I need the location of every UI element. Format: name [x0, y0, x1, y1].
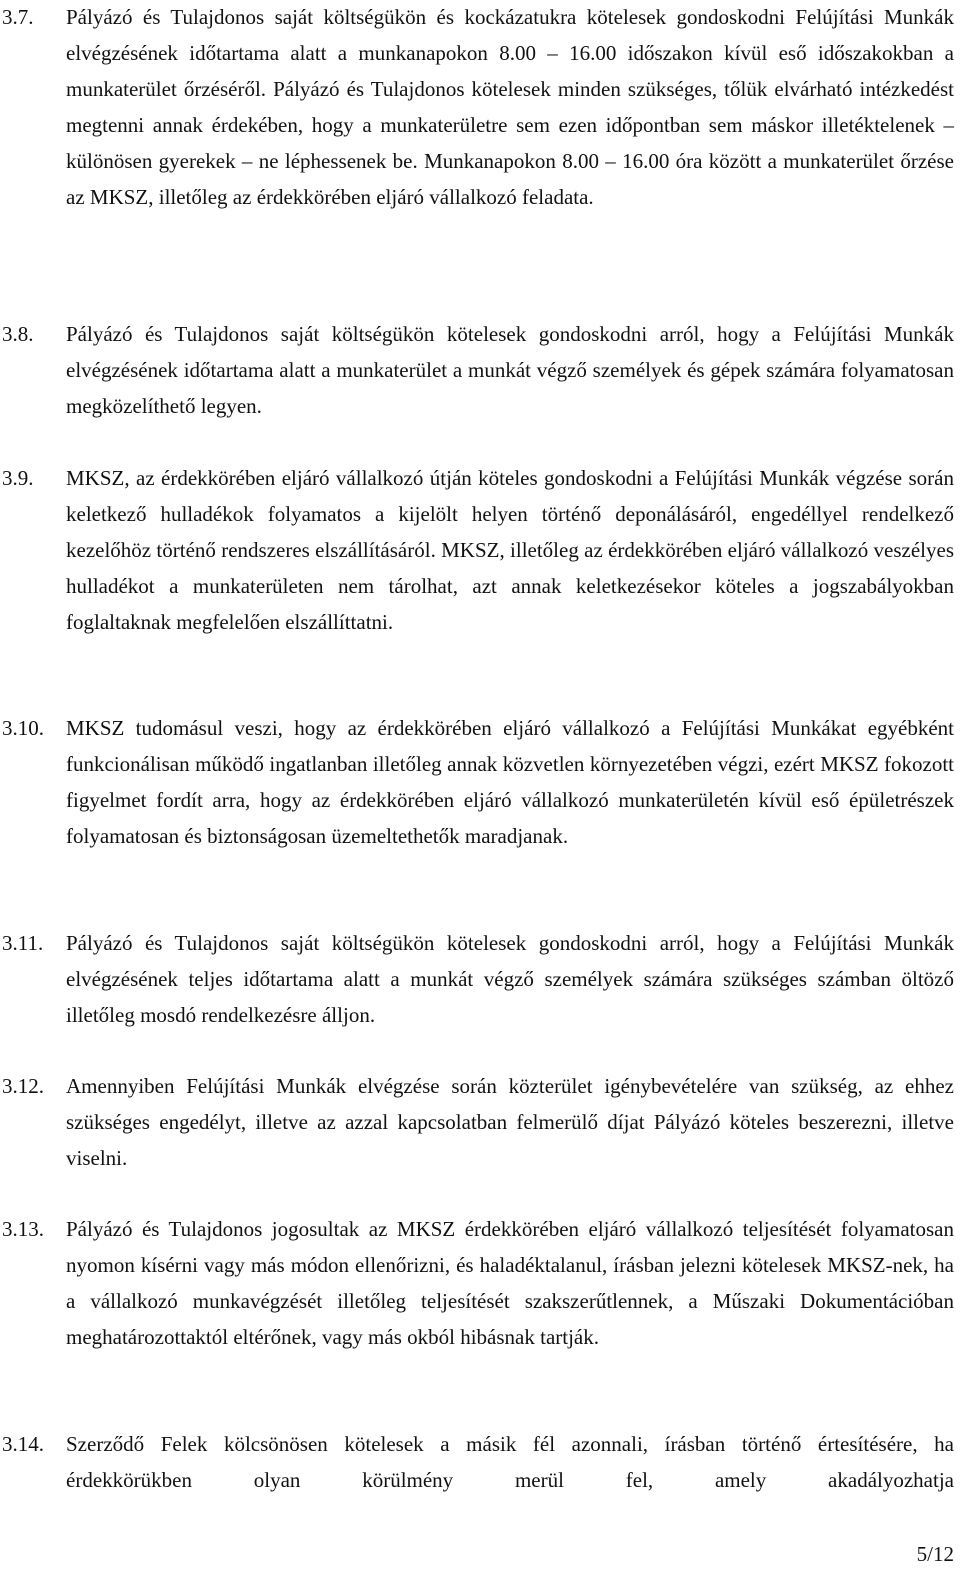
clause-number: 3.7.: [2, 5, 34, 29]
clause-3-12: [0, 1069, 960, 1177]
clause-3-11: [0, 926, 960, 1034]
clause-number: 3.14.: [2, 1432, 44, 1456]
clause-text: Amennyiben Felújítási Munkák elvégzése során közterület igénybevételére van szükség, az ehhez szükséges engedélyt, illetve az azzal kapcsolatban felmerülő díjat Pályázó köteles beszerezni, illetve viselni.: [66, 1074, 954, 1170]
clause-number: 3.11.: [2, 931, 44, 955]
clause-3-13: [0, 1212, 960, 1356]
clause-text: MKSZ, az érdekkörében eljáró vállalkozó útján köteles gondoskodni a Felújítási Munkák végzése során keletkező hulladékok folyamatos a kijelölt helyen történő deponálásáról, engedéllyel rendelkező kezelőhöz történő rendszeres elszállításáról. MKSZ, illetőleg az érdekkörében eljáró vállalkozó veszélyes hulladékot a munkaterületen nem tárolhat, azt annak keletkezésekor köteles a jogszabályokban foglaltaknak megfelelően elszállíttatni.: [66, 466, 954, 634]
clause-3-9: [0, 461, 960, 641]
clause-3-8: [0, 317, 960, 425]
clause-text: Pályázó és Tulajdonos jogosultak az MKSZ érdekkörében eljáró vállalkozó teljesítését folyamatosan nyomon kísérni vagy más módon ellenőrizni, és haladéktalanul, írásban jelezni kötelesek MKSZ-nek, ha a vállalkozó munkavégzését illetőleg teljesítését szakszerűtlennek, a Műszaki Dokumentációban meghatározottaktól eltérőnek, vagy más okból hibásnak tartják.: [66, 1217, 954, 1349]
clause-text: Pályázó és Tulajdonos saját költségükön kötelesek gondoskodni arról, hogy a Felújítási Munkák elvégzésének teljes időtartama alatt a munkát végző személyek számára szükséges számban öltöző illetőleg mosdó rendelkezésre álljon.: [66, 931, 954, 1027]
clause-text: Pályázó és Tulajdonos saját költségükön és kockázatukra kötelesek gondoskodni Felújítási Munkák elvégzésének időtartama alatt a munkanapokon 8.00 – 16.00 időszakon kívül eső időszakokban a munkaterület őrzéséről. Pályázó és Tulajdonos kötelesek minden szükséges, tőlük elvárható intézkedést megtenni annak érdekében, hogy a munkaterületre sem ezen időpontban sem máskor illetéktelenek – különösen gyerekek – ne léphessenek be. Munkanapokon 8.00 – 16.00 óra között a munkaterület őrzése az MKSZ, illetőleg az érdekkörében eljáró vállalkozó feladata.: [66, 5, 954, 209]
clause-number: 3.10.: [2, 716, 44, 740]
clause-text: Szerződő Felek kölcsönösen kötelesek a másik fél azonnali, írásban történő értesítésére, ha érdekkörükben olyan körülmény merül fel, amely akadályozhatja: [66, 1432, 954, 1492]
clause-3-10: [0, 711, 960, 855]
clause-number: 3.12.: [2, 1074, 44, 1098]
clause-text: MKSZ tudomásul veszi, hogy az érdekkörében eljáró vállalkozó a Felújítási Munkákat egyébként funkcionálisan működő ingatlanban illetőleg annak közvetlen környezetében végzi, ezért MKSZ fokozott figyelmet fordít arra, hogy az érdekkörében eljáró vállalkozó munkaterületén kívül eső épületrészek folyamatosan és biztonságosan üzemeltethetők maradjanak.: [66, 716, 954, 848]
clause-number: 3.13.: [2, 1217, 44, 1241]
clause-text: Pályázó és Tulajdonos saját költségükön kötelesek gondoskodni arról, hogy a Felújítási Munkák elvégzésének időtartama alatt a munkaterület a munkát végző személyek és gépek számára folyamatosan megközelíthető legyen.: [66, 322, 954, 418]
clause-3-7: [0, 0, 960, 215]
clause-3-14: [0, 1427, 960, 1499]
page-number: 5/12: [916, 1542, 954, 1566]
clause-number: 3.8.: [2, 322, 34, 346]
clause-number: 3.9.: [2, 466, 34, 490]
